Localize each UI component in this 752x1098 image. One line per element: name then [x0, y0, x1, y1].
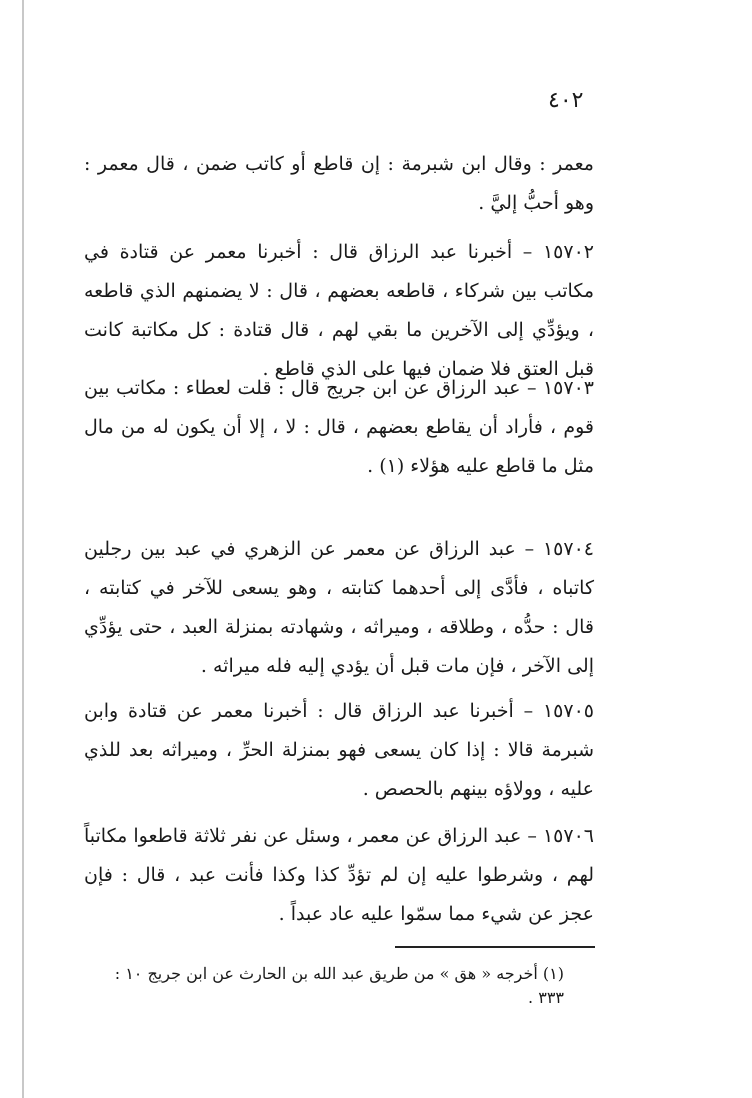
paragraph-text: معمر : وقال ابن شبرمة : إن قاطع أو كاتب ضمن ، قال معمر : وهو أحبُّ إليَّ .	[84, 153, 594, 214]
paragraph-text: ١٥٧٠٦ – عبد الرزاق عن معمر ، وسئل عن نفر ثلاثة قاطعوا مكاتباً لهم ، وشرطوا عليه إن لم تؤدِّ كذا وكذا فأنت عبد ، قال : فإن عجز عن شيء مما سمّوا عليه عاد عبداً .	[84, 825, 594, 925]
hadith-15705	[84, 692, 594, 809]
paragraph-continuation	[84, 145, 594, 223]
paragraph-text: ١٥٧٠٤ – عبد الرزاق عن معمر عن الزهري في عبد بين رجلين كاتباه ، فأدَّى إلى أحدهما كتابته ، وهو يسعى للآخر في كتابته ، قال : حدُّه ، وطلاقه ، وميراثه ، وشهادته بمنزلة العبد ، حتى يؤدِّي إلى الآخر ، فإن مات قبل أن يؤدي إليه فله ميراثه .	[84, 538, 594, 677]
paragraph-text: ١٥٧٠٥ – أخبرنا عبد الرزاق قال : أخبرنا معمر عن قتادة وابن شبرمة قالا : إذا كان يسعى فهو بمنزلة الحرِّ ، وميراثه بعد للذي عليه ، وولاؤه بينهم بالحصص .	[84, 700, 594, 800]
page-number: ٤٠٢	[548, 88, 584, 113]
footnote-divider	[395, 946, 595, 948]
footnote: (١) أخرجه « هق » من طريق عبد الله بن الحارث عن ابن جريج ١٠ : ٣٣٣ .	[114, 964, 564, 1007]
hadith-15702	[84, 233, 594, 389]
hadith-15704	[84, 530, 594, 686]
paragraph-text: ١٥٧٠٣ – عبد الرزاق عن ابن جريج قال : قلت لعطاء : مكاتب بين قوم ، فأراد أن يقاطع بعضهم ، قال : لا ، إلا أن يكون له من مال مثل ما قاطع عليه هؤلاء (١) .	[84, 377, 594, 477]
hadith-15703	[84, 369, 594, 486]
paragraph-text: ١٥٧٠٢ – أخبرنا عبد الرزاق قال : أخبرنا معمر عن قتادة في مكاتب بين شركاء ، قاطعه بعضهم ، قال : لا يضمنهم الذي قاطعه ، ويؤدِّي إلى الآخرين ما بقي لهم ، قال قتادة : كل مكاتبة كانت قبل العتق فلا ضمان فيها على الذي قاطع .	[84, 241, 594, 380]
hadith-15706	[84, 817, 594, 934]
scan-edge-line	[22, 0, 24, 1098]
